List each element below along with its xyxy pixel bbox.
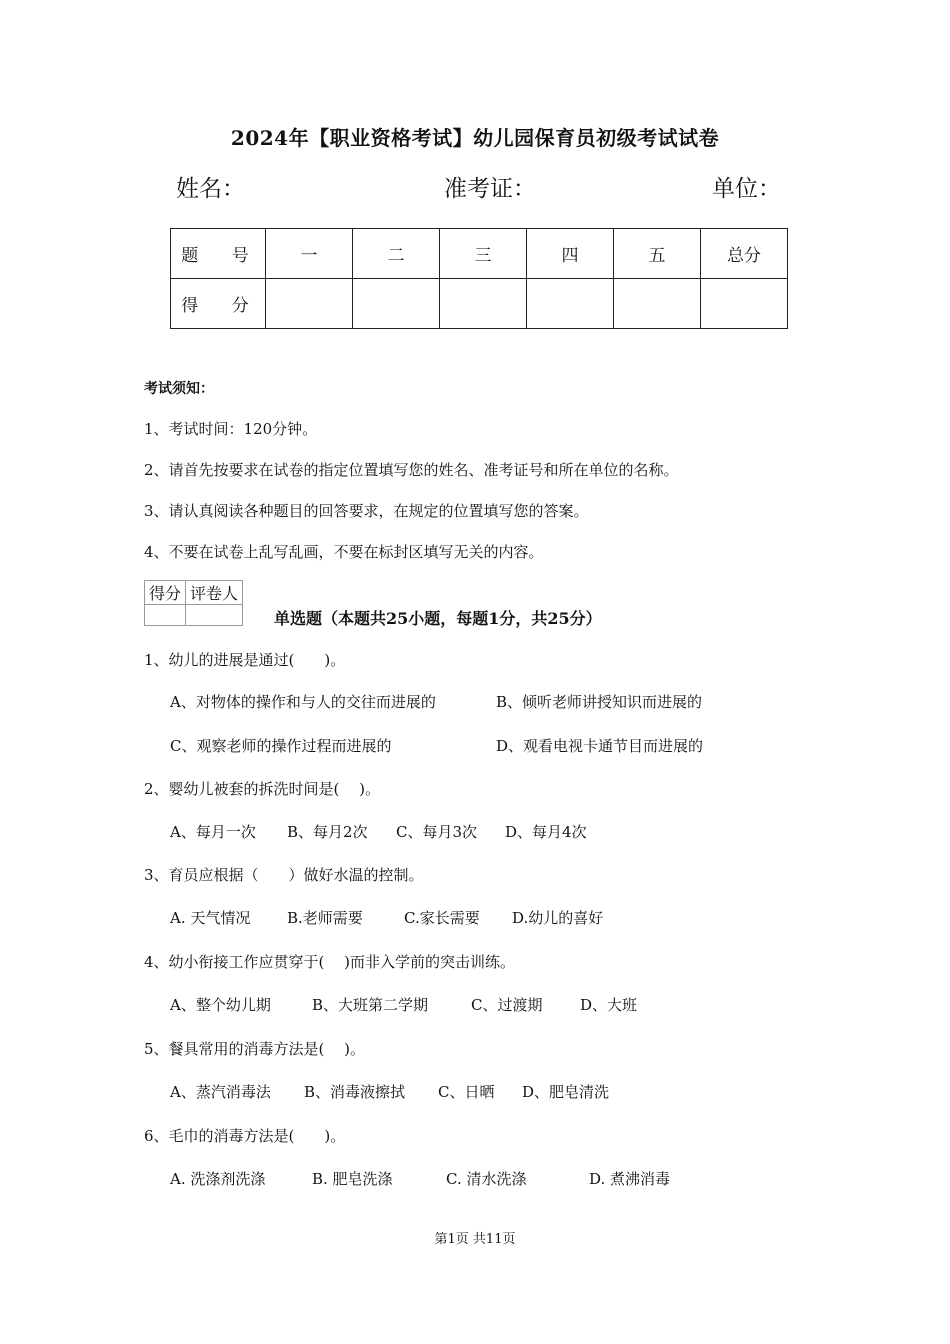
notice-heading: 考试须知： bbox=[144, 381, 214, 397]
question-option: A、每月一次 bbox=[170, 823, 256, 841]
notice-item: 2、请首先按要求在试卷的指定位置填写您的姓名、准考证号和所在单位的名称。 bbox=[144, 461, 679, 479]
score-table-header-cell: 四 bbox=[527, 229, 614, 279]
question-option: B、消毒液擦拭 bbox=[304, 1083, 406, 1101]
question-option: A. 天气情况 bbox=[170, 909, 251, 927]
question-stem: 2、婴幼儿被套的拆洗时间是( )。 bbox=[144, 780, 381, 798]
score-cell[interactable] bbox=[440, 279, 527, 329]
question-option: B.老师需要 bbox=[287, 909, 363, 927]
exam-id-field-label: 准考证： bbox=[444, 176, 536, 202]
score-cell[interactable] bbox=[614, 279, 701, 329]
page-title: 2024年【职业资格考试】幼儿园保育员初级考试试卷 bbox=[230, 126, 720, 150]
grader-score-cell[interactable] bbox=[145, 605, 186, 626]
section-title: 单选题（本题共25小题，每题1分，共25分） bbox=[274, 609, 602, 628]
question-stem: 3、育员应根据（ ）做好水温的控制。 bbox=[144, 866, 424, 884]
score-table-header-cell: 一 bbox=[266, 229, 353, 279]
question-option: D. 煮沸消毒 bbox=[589, 1170, 671, 1188]
question-option: C、观察老师的操作过程而进展的 bbox=[170, 737, 392, 755]
score-cell[interactable] bbox=[527, 279, 614, 329]
question-option: B. 肥皂洗涤 bbox=[312, 1170, 393, 1188]
question-option: A. 洗涤剂洗涤 bbox=[170, 1170, 266, 1188]
score-table-header-label: 题 号 bbox=[171, 229, 266, 279]
question-option: C、过渡期 bbox=[471, 996, 543, 1014]
score-cell[interactable] bbox=[266, 279, 353, 329]
question-option: D、肥皂清洗 bbox=[522, 1083, 610, 1101]
question-stem: 6、毛巾的消毒方法是( )。 bbox=[144, 1127, 346, 1145]
question-option: A、对物体的操作和与人的交往而进展的 bbox=[170, 693, 436, 711]
score-table-header-cell: 三 bbox=[440, 229, 527, 279]
score-table-header-cell: 五 bbox=[614, 229, 701, 279]
question-option: C. 清水洗涤 bbox=[446, 1170, 527, 1188]
question-option: D、观看电视卡通节目而进展的 bbox=[496, 737, 704, 755]
grader-name-label: 评卷人 bbox=[186, 581, 243, 605]
question-option: B、每月2次 bbox=[287, 823, 368, 841]
question-option: C、每月3次 bbox=[396, 823, 478, 841]
question-option: A、整个幼儿期 bbox=[170, 996, 271, 1014]
name-field-label: 姓名： bbox=[176, 176, 245, 202]
question-option: B、大班第二学期 bbox=[312, 996, 429, 1014]
unit-field-label: 单位： bbox=[712, 176, 781, 202]
question-stem: 1、幼儿的进展是通过( )。 bbox=[144, 651, 346, 669]
notice-item: 3、请认真阅读各种题目的回答要求，在规定的位置填写您的答案。 bbox=[144, 502, 589, 520]
question-option: C、日晒 bbox=[438, 1083, 495, 1101]
question-option: D.幼儿的喜好 bbox=[512, 909, 604, 927]
score-cell[interactable] bbox=[353, 279, 440, 329]
grader-name-cell[interactable] bbox=[186, 605, 243, 626]
score-table-score-row bbox=[171, 279, 788, 329]
page-footer: 第1页 共11页 bbox=[434, 1232, 516, 1247]
question-stem: 4、幼小衔接工作应贯穿于( )而非入学前的突击训练。 bbox=[144, 953, 516, 971]
score-table-header-cell: 二 bbox=[353, 229, 440, 279]
score-row-label: 得 分 bbox=[171, 279, 266, 329]
score-table-header-row bbox=[171, 229, 788, 279]
question-option: D、大班 bbox=[580, 996, 638, 1014]
grader-score-label: 得分 bbox=[145, 581, 186, 605]
question-option: C.家长需要 bbox=[404, 909, 480, 927]
question-stem: 5、餐具常用的消毒方法是( )。 bbox=[144, 1040, 366, 1058]
question-option: D、每月4次 bbox=[505, 823, 587, 841]
score-cell[interactable] bbox=[701, 279, 788, 329]
question-option: A、蒸汽消毒法 bbox=[170, 1083, 271, 1101]
notice-item: 4、不要在试卷上乱写乱画，不要在标封区填写无关的内容。 bbox=[144, 543, 544, 561]
score-table bbox=[170, 228, 788, 329]
notice-item: 1、考试时间：120分钟。 bbox=[144, 420, 318, 438]
grader-box bbox=[144, 580, 243, 626]
question-option: B、倾听老师讲授知识而进展的 bbox=[496, 693, 703, 711]
score-table-header-cell: 总分 bbox=[701, 229, 788, 279]
